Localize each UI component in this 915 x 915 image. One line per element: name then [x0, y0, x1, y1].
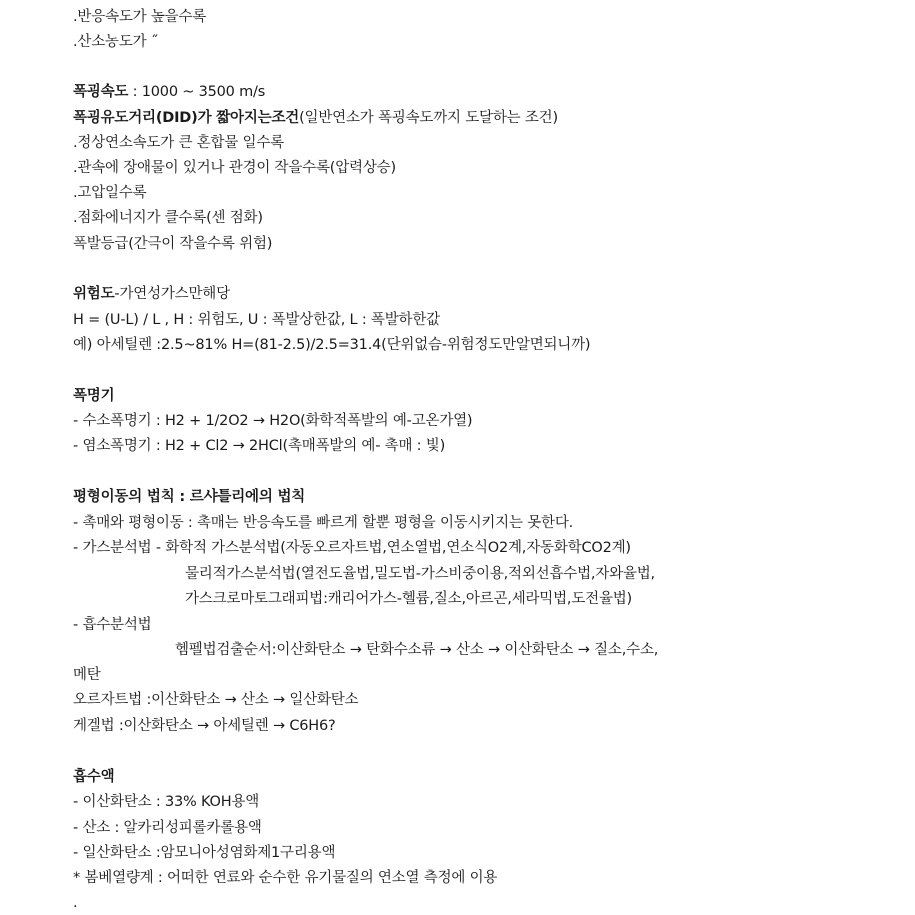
text-line: - 촉매와 평형이동 : 촉매는 반응속도를 빠르게 할뿐 평형을 이동시키지는 못한다.	[73, 515, 574, 531]
text-line: .	[73, 895, 78, 911]
text-span: (일반연소가 폭굉속도까지 도달하는 조건)	[299, 110, 558, 126]
text-line: - 수소폭명기 : H2 + 1/2O2 → H2O(화학적폭발의 예-고온가열)	[73, 413, 473, 429]
section-heading: 폭명기	[73, 388, 115, 404]
text-line: .정상연소속도가 큰 혼합물 일수록	[73, 135, 284, 151]
text-line: - 흡수분석법	[73, 617, 152, 633]
text-line: 헴펠법검출순서:이산화탄소 → 탄화수소류 → 산소 → 이산화탄소 → 질소,수소,	[175, 642, 659, 658]
section-heading: 위험도	[73, 286, 115, 302]
text-line: * 봄베열량계 : 어떠한 연료와 순수한 유기물질의 연소열 측정에 이용	[73, 870, 498, 886]
text-line: .산소농도가 ˝	[73, 34, 158, 50]
text-line: 가스크로마토그래피법:캐리어가스-헬륨,질소,아르곤,세라믹법,도전율법)	[185, 591, 633, 607]
text-span: : 1000 ~ 3500 m/s	[128, 84, 266, 100]
text-line: 물리적가스분석법(열전도율법,밀도법-가스비중이용,적외선흡수법,자와율법,	[185, 566, 655, 582]
text-line: 예) 아세틸렌 :2.5~81% H=(81-2.5)/2.5=31.4(단위없슴-위험정도만알면되니까)	[73, 337, 591, 353]
text-line: 게겔법 :이산화탄소 → 아세틸렌 → C6H6?	[73, 718, 336, 734]
text-line: - 이산화탄소 : 33% KOH용액	[73, 794, 260, 810]
text-line: 오르자트법 :이산화탄소 → 산소 → 일산화탄소	[73, 692, 359, 708]
text-line: - 염소폭명기 : H2 + Cl2 → 2HCl(촉매폭발의 예- 촉매 : 빛)	[73, 438, 446, 454]
text-line: - 가스분석법 - 화학적 가스분석법(자동오르자트법,연소열법,연소식O2계,자동화학CO2계)	[73, 540, 631, 556]
text-line: .관속에 장애물이 있거나 관경이 작을수록(압력상승)	[73, 160, 396, 176]
text-line	[73, 284, 230, 304]
text-line: 메탄	[73, 667, 101, 683]
text-line	[73, 82, 265, 102]
text-line: - 산소 : 알카리성피롤카롤용액	[73, 820, 262, 836]
section-heading: 흡수액	[73, 769, 115, 785]
section-heading: 평형이동의 법칙 : 르샤틀리에의 법칙	[73, 489, 306, 505]
text-line: .반응속도가 높을수록	[73, 9, 207, 25]
text-line: 폭발등급(간극이 작을수록 위험)	[73, 236, 273, 252]
section-heading: 폭굉속도	[73, 84, 129, 100]
text-line: .고압일수록	[73, 185, 147, 201]
text-line	[73, 108, 558, 128]
text-line: H = (U-L) / L , H : 위험도, U : 폭발상한값, L : 폭발하한값	[73, 312, 440, 328]
text-line: - 일산화탄소 :암모니아성염화제1구리용액	[73, 845, 336, 861]
section-heading: 폭굉유도거리(DID)가 짧아지는조건	[73, 110, 300, 126]
text-span: -가연성가스만해당	[114, 286, 230, 302]
text-line: .점화에너지가 클수록(센 점화)	[73, 210, 263, 226]
